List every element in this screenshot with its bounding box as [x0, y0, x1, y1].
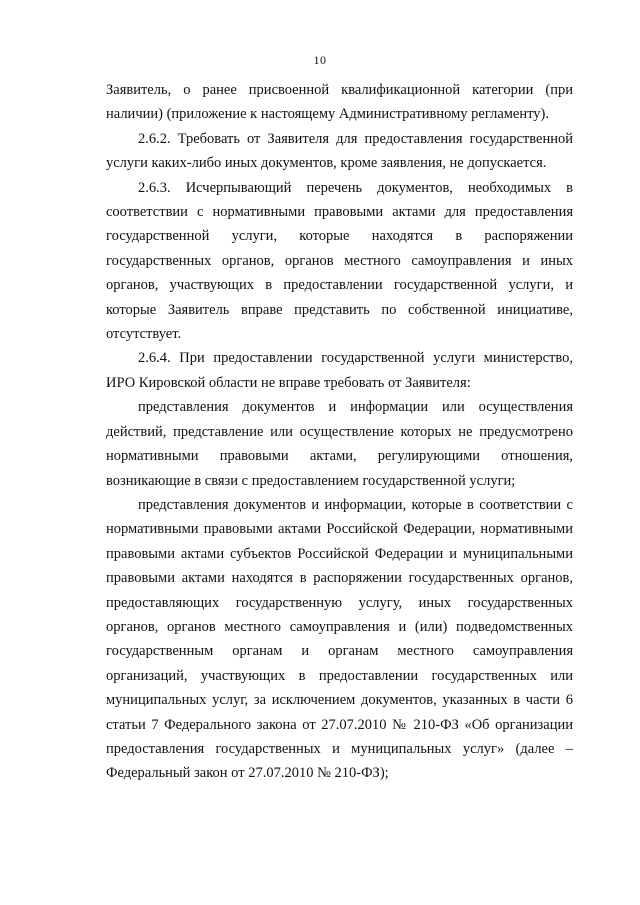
paragraph-2-6-3: 2.6.3. Исчерпывающий перечень документов, необходимых в соответствии с нормативными правовыми актами для предоставления государственной услуги, которые находятся в распоряжении государственных органов, органов местного самоуправления и иных органов, участвующих в предоставлении государственной услуги, и которые Заявитель вправе представить по собственной инициативе, отсутствует. — [106, 179, 573, 343]
paragraph-requirement-2: представления документов и информации, которые в соответствии с нормативными правовыми актами Российской Федерации, нормативными правовыми актами субъектов Российской Федерации и муниципальными правовыми актами находятся в распоряжении государственных органов, предоставляющих государственную услугу, иных государственных органов, органов местного самоуправления и (или) подведомственных государственным органам и органам местного самоуправления организаций, участвующих в предоставлении государственных или муниципальных услуг, за исключением документов, указанных в части 6 статьи 7 Федерального закона от 27.07.2010 № 210-ФЗ «Об организации предоставления государственных и муниципальных услуг» (далее – Федеральный закон от 27.07.2010 № 210-ФЗ); — [106, 496, 573, 782]
paragraph-2-6-2: 2.6.2. Требовать от Заявителя для предоставления государственной услуги каких-либо иных документов, кроме заявления, не допускается. — [106, 130, 573, 172]
paragraph-continuation: Заявитель, о ранее присвоенной квалификационной категории (при наличии) (приложение к настоящему Административному регламенту). — [106, 82, 573, 123]
page-number: 10 — [313, 53, 327, 67]
paragraph-2-6-4: 2.6.4. При предоставлении государственной услуги министерство, ИРО Кировской области не вправе требовать от Заявителя: — [106, 350, 573, 391]
paragraph-requirement-1: представления документов и информации или осуществления действий, представление или осуществление которых не предусмотрено нормативными правовыми актами, регулирующими отношения, возникающие в связи с предоставлением государственной услуги; — [106, 399, 573, 489]
document-body — [106, 78, 573, 786]
